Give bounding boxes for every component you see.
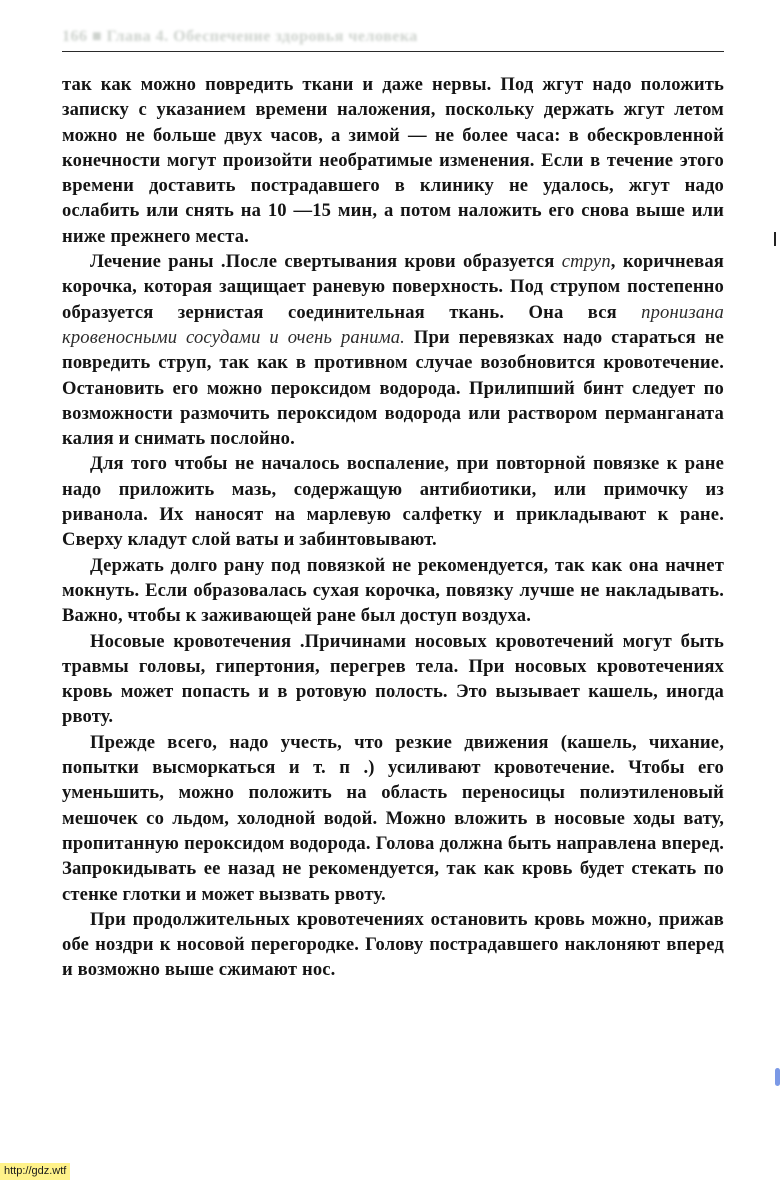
running-head-text: 166 ■ Глава 4. Обеспечение здоровья человека xyxy=(62,28,418,45)
paragraph-wound-treatment xyxy=(62,249,724,451)
scan-edge-mark xyxy=(774,232,776,246)
paragraph-nosebleeds: Носовые кровотечения .Причинами носовых кровотечений могут быть травмы головы, гипертония, перегрев тела. При носовых кровотечениях кровь может попасть и в ротовую полость. Это вызывает кашель, иногда рвоту. xyxy=(62,630,724,728)
watermark-link[interactable]: http://gdz.wtf xyxy=(0,1163,70,1180)
italic-vessels-phrase: пронизана кровеносными сосудами и очень ранима. xyxy=(62,301,724,348)
wound-treatment-text-a: Лечение раны .После свертывания крови образуется xyxy=(90,251,562,273)
header-rule xyxy=(62,51,724,52)
paragraph-nosebleed-care: Прежде всего, надо учесть, что резкие движения (кашель, чихание, попытки высморкаться и т. п .) усиливают кровотечение. Чтобы его уменьшить, можно положить на область переносицы полиэтиленовый мешочек со льдом, холодной водой. Можно вложить в носовые ходы вату, пропитанную пероксидом водорода. Голова должна быть направлена вперед. Запрокидывать ее назад не рекомендуется, так как кровь будет стекать по стенке глотки и может вызвать рвоту. xyxy=(62,731,724,905)
scan-edge-blue-mark xyxy=(775,1068,780,1086)
paragraph-bandage: Держать долго рану под повязкой не рекомендуется, так как она начнет мокнуть. Если образовалась сухая корочка, повязку лучше не накладывать. Важно, чтобы к заживающей ране был доступ воздуха. xyxy=(62,554,724,627)
wound-treatment-text-e: При перевязках надо стараться не повредить струп, так как в противном случае возобновится кровотечение. Остановить его можно пероксидом водорода. Прилипший бинт следует по возможности размочить пероксидом водорода или раствором перманганата калия и снимать послойно. xyxy=(62,326,724,450)
term-scab: струп xyxy=(561,251,611,273)
page-body xyxy=(62,72,724,983)
paragraph-prolonged-bleeding: При продолжительных кровотечениях остановить кровь можно, прижав обе ноздри к носовой перегородке. Голову пострадавшего наклоняют вперед и возможно выше сжимают нос. xyxy=(62,908,724,981)
running-head xyxy=(62,24,722,50)
wound-treatment-text-c: , коричневая корочка, которая защищает раневую поверхность. Под струпом постепенно образуется зернистая соединительная ткань. Она вся xyxy=(62,251,724,323)
paragraph-inflammation: Для того чтобы не началось воспаление, при повторной повязке к ране надо приложить мазь, содержащую антибиотики, или примочку из риванола. Их наносят на марлевую салфетку и прикладывают к ране. Сверху кладут слой ваты и забинтовывают. xyxy=(62,453,724,551)
paragraph-tourniquet-continued: так как можно повредить ткани и даже нервы. Под жгут надо положить записку с указанием времени наложения, поскольку держать жгут летом можно не больше двух часов, а зимой — не более часа: в обескровленной конечности могут произойти необратимые изменения. Если в течение этого времени доставить пострадавшего в клинику не удалось, жгут надо ослабить или снять на 10 —15 мин, а потом наложить его снова выше или ниже прежнего места. xyxy=(62,74,724,247)
